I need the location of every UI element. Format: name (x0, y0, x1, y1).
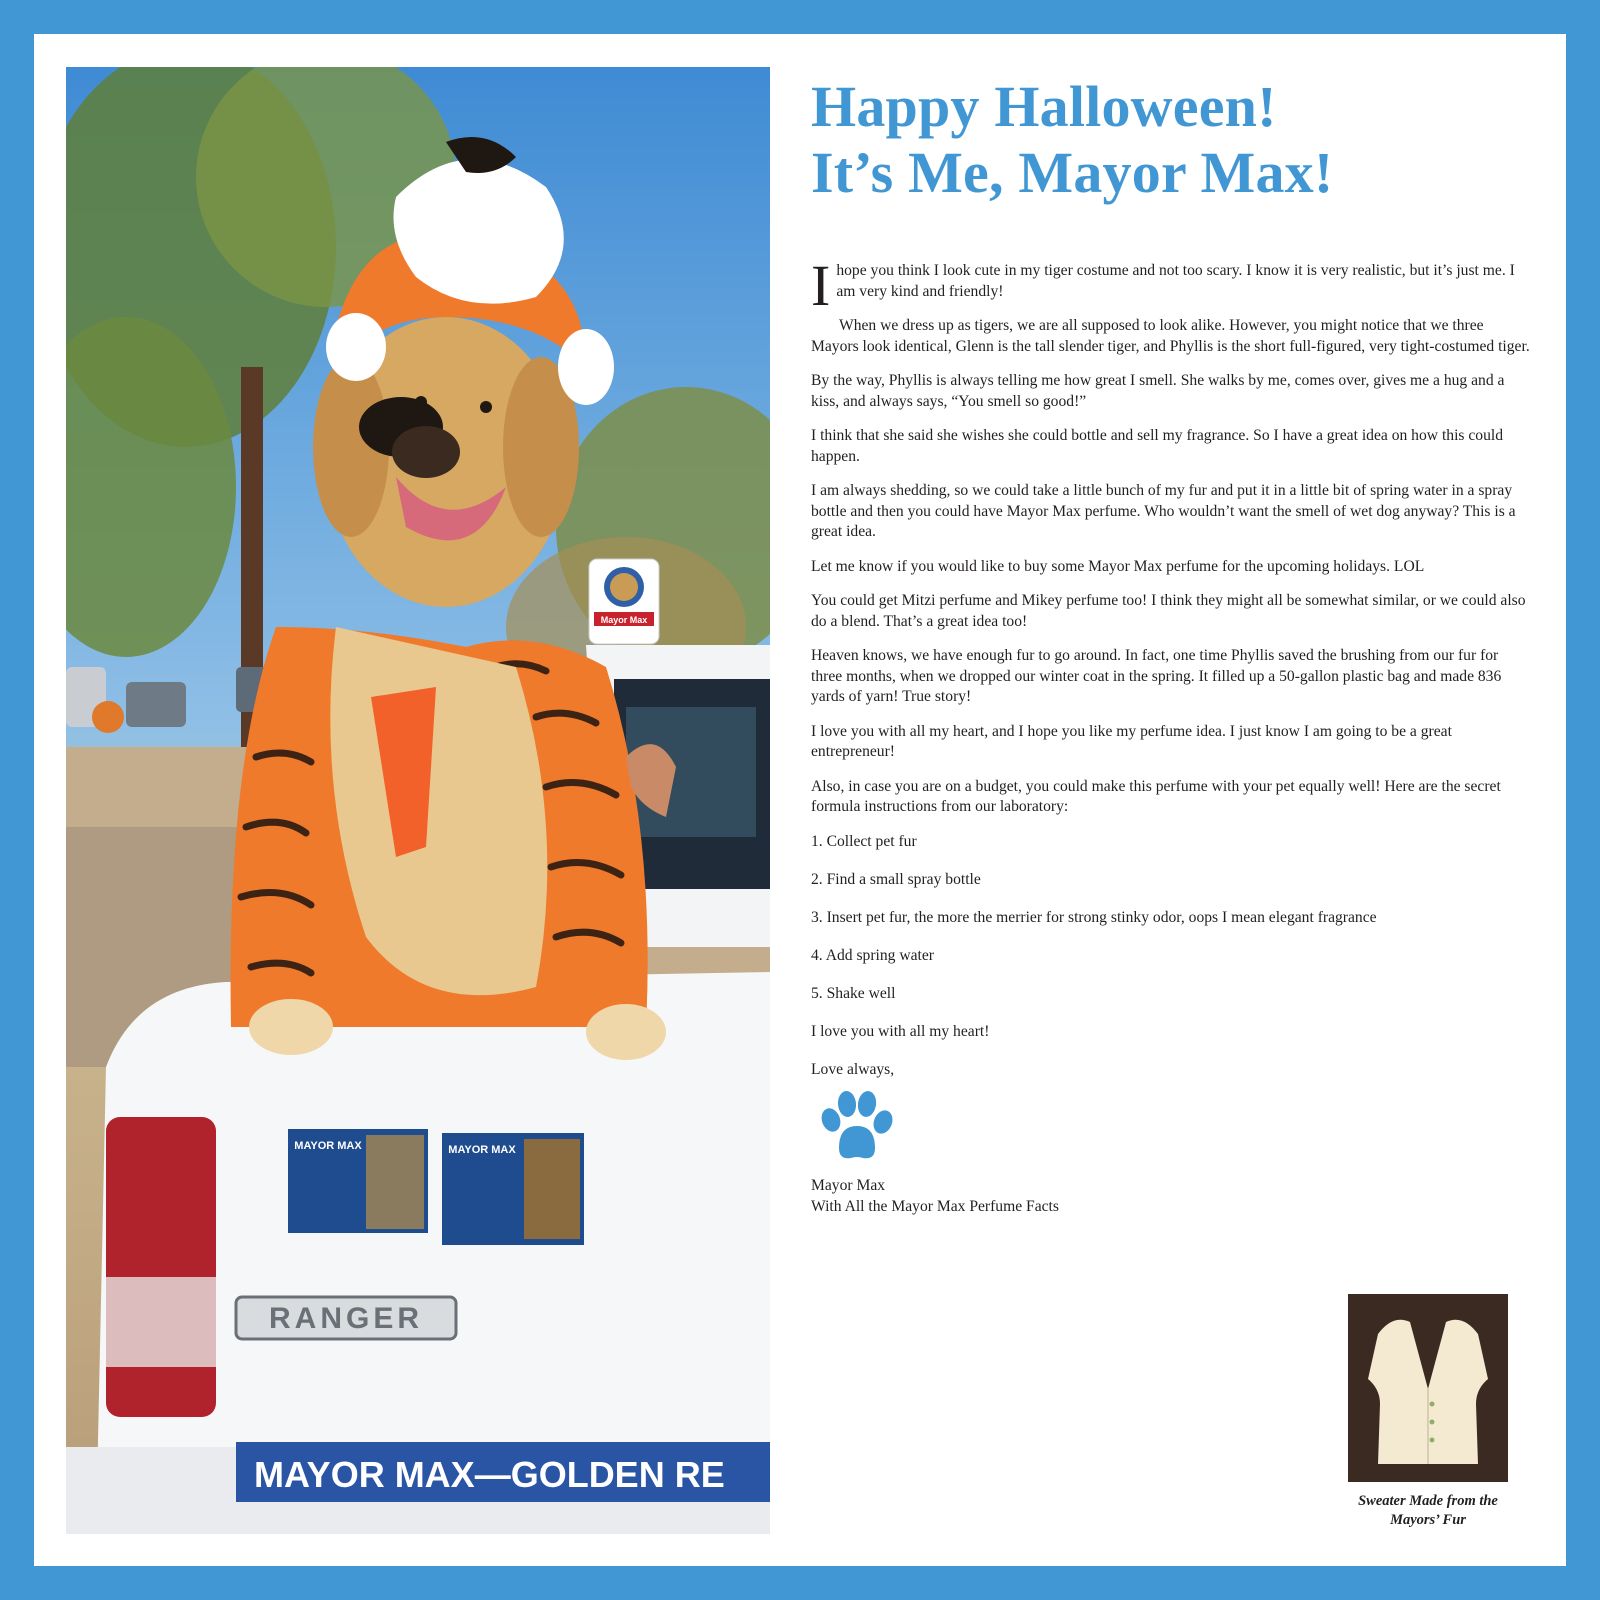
letter-paragraph: When we dress up as tigers, we are all supposed to look alike. However, you might notice that we three Mayors look identical, Glenn is the tall slender tiger, and Phyllis is the short full-figured, very tight-costumed tiger. (811, 317, 1530, 355)
signoff: Love always, (811, 1060, 895, 1078)
paw-print-icon (817, 1090, 895, 1162)
roof-sign-text: Mayor Max (600, 615, 648, 625)
business-card-2-title: MAYOR MAX (448, 1144, 516, 1156)
background-car (126, 682, 186, 727)
title-line-1: Happy Halloween! (811, 74, 1277, 139)
sweater-caption-line-2: Mayors’ Fur (1390, 1512, 1466, 1528)
formula-step: 5. Shake well (811, 984, 896, 1002)
sweater-photo (1348, 1294, 1508, 1482)
signature-block (811, 1176, 1531, 1217)
letter-paragraph: You could get Mitzi perfume and Mikey perfume too! I think they might all be somewhat similar, or we could also do a blend. That’s a great idea too! (811, 592, 1526, 630)
ranger-badge-text: RANGER (268, 1302, 424, 1335)
tiger-costume-dog-photo (66, 67, 770, 1534)
signature-name: Mayor Max (811, 1177, 886, 1194)
title-line-2: It’s Me, Mayor Max! (811, 140, 1334, 205)
intro-paragraph (811, 253, 1531, 318)
sweater-caption (1328, 1492, 1528, 1530)
sweater-caption-line-1: Sweater Made from the (1358, 1493, 1498, 1509)
letter-paragraph: By the way, Phyllis is always telling me how great I smell. She walks by me, comes over, gives me a hug and a kiss, and always says, “You smell so good!” (811, 372, 1505, 410)
formula-step: 2. Find a small spray bottle (811, 870, 981, 888)
letter-paragraph: Heaven knows, we have enough fur to go around. In fact, one time Phyllis saved the brushing from our fur for three months, when we dropped our winter coat in the spring. It filled up a 50-gallon plastic bag and made 836 yards of yarn! True story! (811, 647, 1502, 705)
formula-steps (811, 832, 1531, 1081)
tail-light (106, 1117, 216, 1417)
letter-paragraph: I am always shedding, so we could take a little bunch of my fur and put it in a little bit of spring water in a spray bottle and then you could have Mayor Max perfume. Who wouldn’t want the smell of wet dog anyway? This is a great idea. (811, 482, 1516, 540)
letter-paragraph: Let me know if you would like to buy some Mayor Max perfume for the upcoming holidays. LOL (811, 557, 1425, 575)
formula-step: 1. Collect pet fur (811, 832, 917, 850)
letter-paragraph: I love you with all my heart, and I hope you like my perfume idea. I just know I am going to be a great entrepreneur! (811, 722, 1452, 760)
letter-body (811, 253, 1531, 1217)
drop-cap: I (811, 253, 831, 318)
tailgate-banner-text: MAYOR MAX—GOLDEN RE (254, 1454, 725, 1495)
formula-step: 3. Insert pet fur, the more the merrier for strong stinky odor, oops I mean elegant fragrance (811, 908, 1377, 926)
closing-line: I love you with all my heart! (811, 1022, 990, 1040)
page-title (811, 74, 1333, 206)
letter-paragraph: I think that she said she wishes she could bottle and sell my fragrance. So I have a great idea on how this could happen. (811, 427, 1504, 465)
newsletter-page (34, 34, 1566, 1566)
formula-step: 4. Add spring water (811, 946, 934, 964)
business-card-1-title: MAYOR MAX (294, 1140, 362, 1152)
signature-subtitle: With All the Mayor Max Perfume Facts (811, 1197, 1059, 1215)
letter-paragraph: Also, in case you are on a budget, you could make this perfume with your pet equally well! Here are the secret formula instructions from our laboratory: (811, 777, 1501, 815)
intro-text: hope you think I look cute in my tiger costume and not too scary. I know it is very realistic, but it’s just me. I am very kind and friendly! (836, 262, 1515, 300)
sweater-illustration (1348, 1294, 1508, 1482)
photo-illustration (66, 67, 770, 1534)
